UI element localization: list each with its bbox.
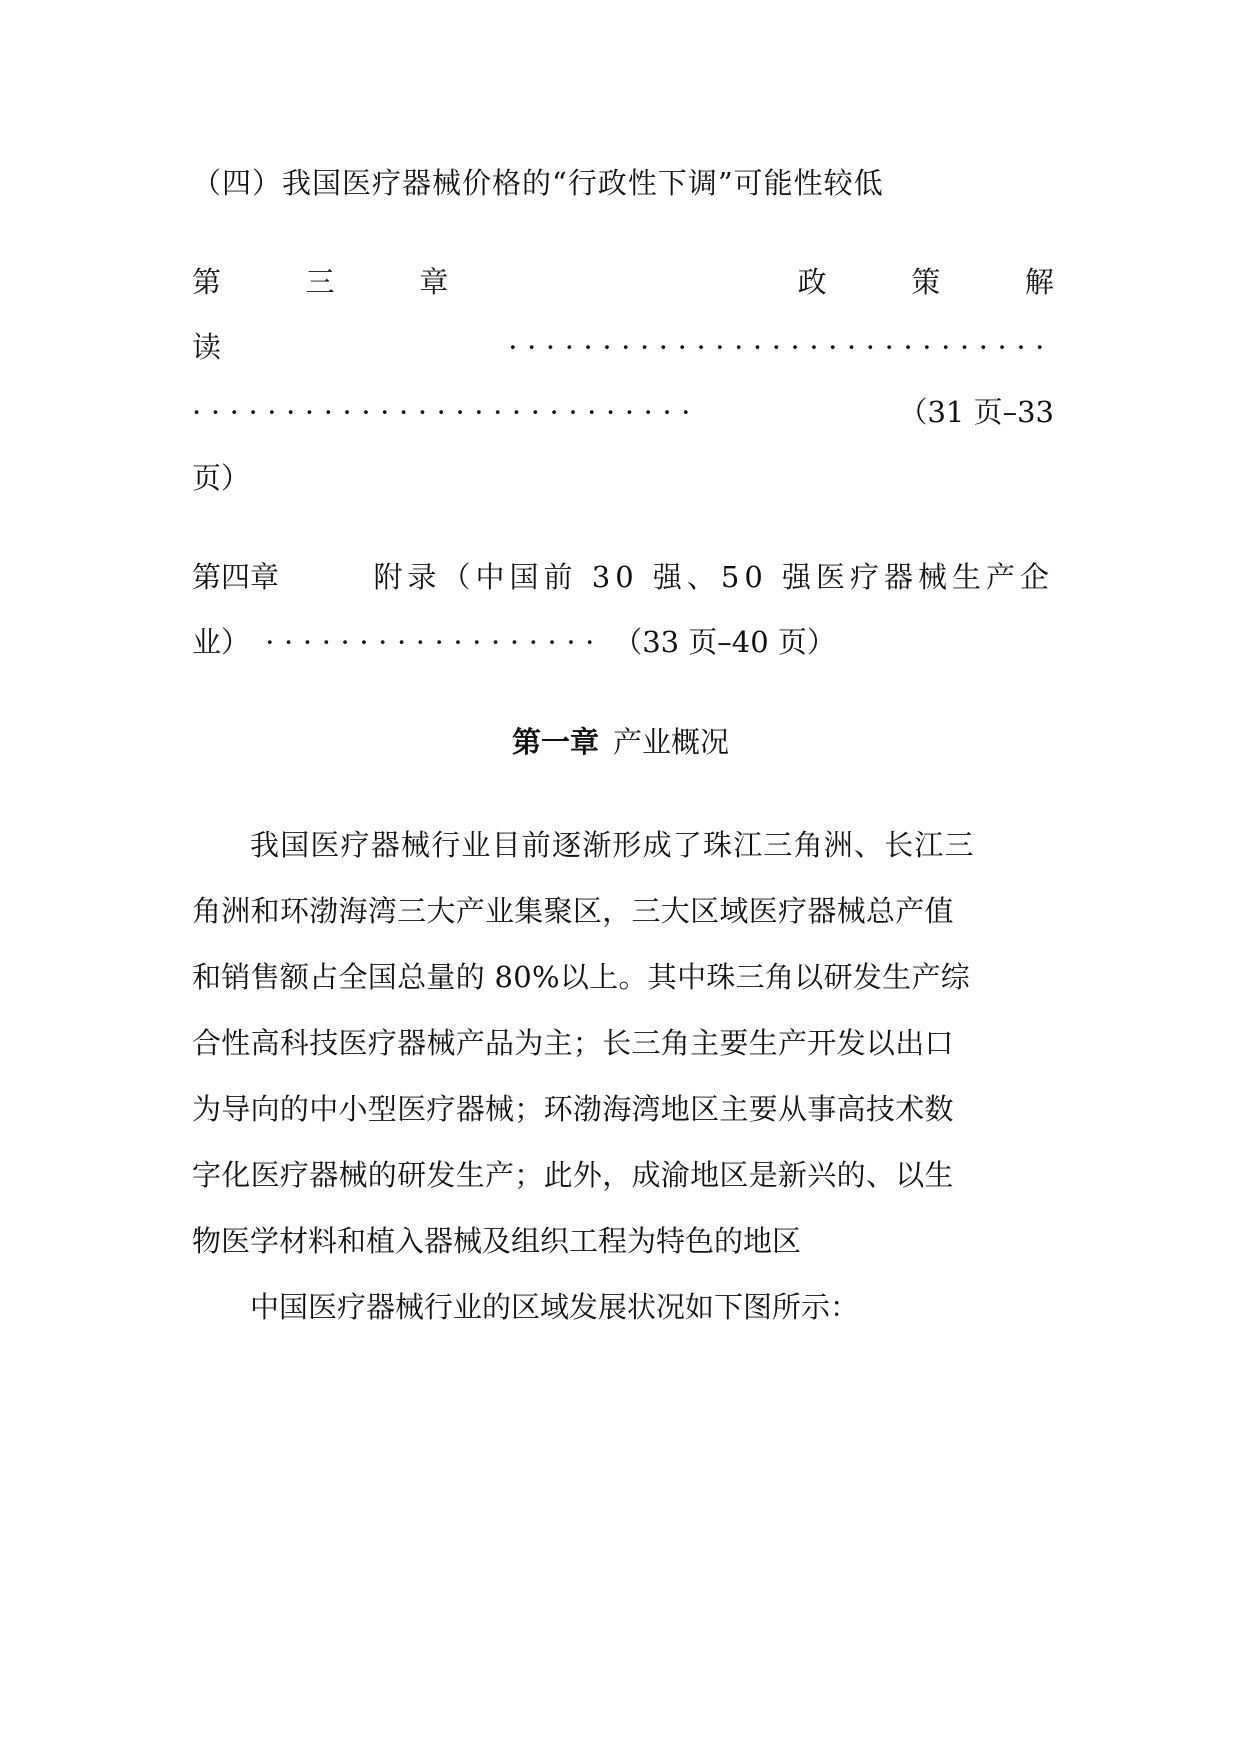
toc-chapter3-line2 — [192, 327, 1054, 367]
toc-chapter3-char: 章 — [419, 265, 449, 299]
toc-chapter3-char: 三 — [305, 265, 335, 299]
toc-chapter3-gap — [533, 262, 713, 302]
toc-chapter3-pages: （31 页–33 — [898, 395, 1054, 429]
paragraph-line: 和销售额占全国总量的 80%以上。其中珠三角以研发生产综 — [192, 960, 971, 994]
chapter1-label: 第一章 — [511, 725, 599, 759]
toc-chapter3-line2-prefix: 读 — [192, 330, 222, 364]
paragraph-line: 物医学材料和植入器械及组织工程为特色的地区 — [192, 1224, 802, 1258]
toc-chapter3-pages-end: 页） — [192, 461, 251, 495]
toc-leader-dots: ··························· — [192, 395, 701, 429]
paragraph-line: 合性高科技医疗器械产品为主；长三角主要生产开发以出口 — [192, 1026, 954, 1060]
paragraph-line: 中国医疗器械行业的区域发展状况如下图所示： — [250, 1290, 860, 1324]
chapter1-heading — [0, 722, 1241, 762]
paragraph-line: 字化医疗器械的研发生产；此外，成渝地区是新兴的、以生 — [192, 1158, 954, 1192]
toc-sub-item-4: （四）我国医疗器械价格的“行政性下调”可能性较低 — [192, 166, 884, 200]
paragraph-line: 我国医疗器械行业目前逐渐形成了珠江三角洲、长江三 — [250, 828, 975, 862]
chapter1-title: 产业概况 — [613, 725, 730, 759]
paragraph-line: 角洲和环渤海湾三大产业集聚区，三大区域医疗器械总产值 — [192, 894, 954, 928]
toc-leader-dots: ·················· — [265, 625, 604, 659]
toc-chapter3-char: 策 — [911, 265, 941, 299]
toc-chapter4-line2 — [192, 622, 1054, 662]
paragraph-intro — [192, 812, 1054, 1274]
toc-chapter3-char: 第 — [192, 265, 222, 299]
toc-chapter4-label: 第四章 — [192, 560, 280, 594]
toc-chapter3-title — [192, 262, 1054, 302]
toc-chapter3-line3 — [192, 392, 1054, 432]
paragraph-figure-intro — [192, 1274, 1054, 1340]
toc-chapter4-title — [192, 557, 1054, 597]
toc-chapter4-pages: （33 页–40 页） — [613, 625, 836, 659]
toc-chapter3-char: 政 — [797, 265, 827, 299]
toc-leader-dots: ····························· — [508, 330, 1054, 364]
toc-chapter3-char: 解 — [1024, 265, 1054, 299]
paragraph-line: 为导向的中小型医疗器械；环渤海湾地区主要从事高技术数 — [192, 1092, 954, 1126]
toc-chapter4-line2-prefix: 业） — [192, 625, 251, 659]
toc-chapter4-text: 附录（中国前 30 强、50 强医疗器械生产企 — [373, 560, 1054, 594]
